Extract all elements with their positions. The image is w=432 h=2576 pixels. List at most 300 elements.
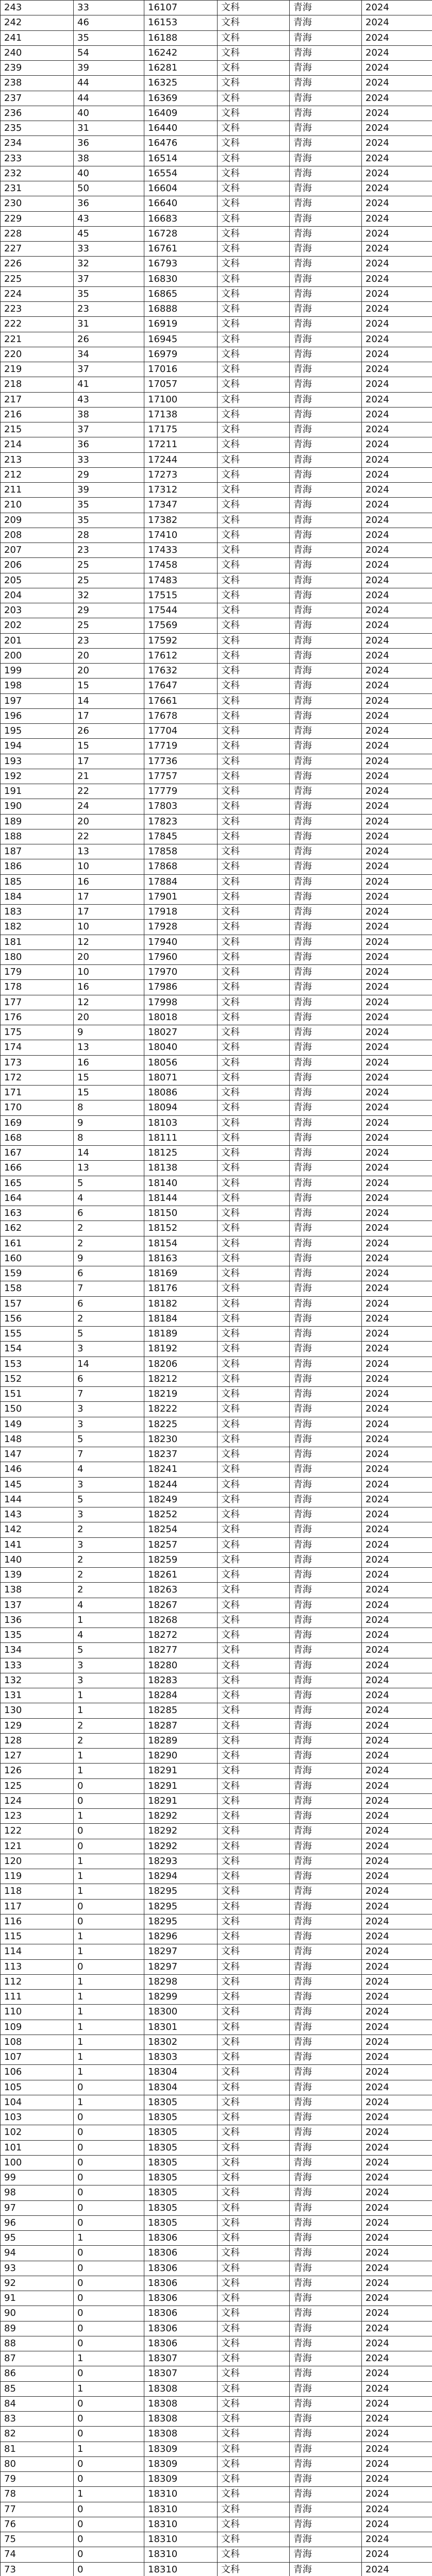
score-cell: 243 xyxy=(1,1,74,15)
subject-cell: 文科 xyxy=(218,1221,290,1236)
table-row xyxy=(1,2231,432,2246)
table-row xyxy=(1,513,432,528)
cumulative-cell: 16153 xyxy=(144,15,218,30)
year-cell: 2024 xyxy=(362,166,432,181)
count-cell: 44 xyxy=(74,76,144,91)
count-cell: 37 xyxy=(74,422,144,437)
cumulative-cell: 17138 xyxy=(144,407,218,422)
year-cell: 2024 xyxy=(362,452,432,467)
subject-cell: 文科 xyxy=(218,1839,290,1854)
score-cell: 151 xyxy=(1,1387,74,1402)
region-cell: 青海 xyxy=(290,1161,362,1176)
count-cell: 0 xyxy=(74,1824,144,1839)
cumulative-cell: 18310 xyxy=(144,2547,218,2562)
subject-cell: 文科 xyxy=(218,242,290,257)
cumulative-cell: 17569 xyxy=(144,618,218,633)
score-cell: 101 xyxy=(1,2140,74,2155)
table-row xyxy=(1,1733,432,1748)
subject-cell: 文科 xyxy=(218,603,290,618)
year-cell: 2024 xyxy=(362,1733,432,1748)
cumulative-cell: 18225 xyxy=(144,1417,218,1432)
subject-cell: 文科 xyxy=(218,2336,290,2351)
count-cell: 43 xyxy=(74,211,144,226)
table-row xyxy=(1,1221,432,1236)
region-cell: 青海 xyxy=(290,1492,362,1507)
count-cell: 0 xyxy=(74,1959,144,1974)
region-cell: 青海 xyxy=(290,1688,362,1703)
score-cell: 194 xyxy=(1,739,74,754)
cumulative-cell: 18285 xyxy=(144,1703,218,1718)
score-cell: 214 xyxy=(1,437,74,452)
year-cell: 2024 xyxy=(362,1839,432,1854)
region-cell: 青海 xyxy=(290,1025,362,1040)
subject-cell: 文科 xyxy=(218,513,290,528)
region-cell: 青海 xyxy=(290,483,362,498)
year-cell: 2024 xyxy=(362,1025,432,1040)
region-cell: 青海 xyxy=(290,1899,362,1914)
count-cell: 9 xyxy=(74,1025,144,1040)
score-cell: 91 xyxy=(1,2291,74,2306)
cumulative-cell: 18287 xyxy=(144,1718,218,1733)
count-cell: 14 xyxy=(74,1146,144,1161)
year-cell: 2024 xyxy=(362,1040,432,1055)
score-cell: 216 xyxy=(1,407,74,422)
year-cell: 2024 xyxy=(362,859,432,874)
region-cell: 青海 xyxy=(290,724,362,739)
count-cell: 16 xyxy=(74,980,144,995)
count-cell: 1 xyxy=(74,1974,144,1989)
count-cell: 23 xyxy=(74,633,144,648)
count-cell: 1 xyxy=(74,2442,144,2456)
subject-cell: 文科 xyxy=(218,2261,290,2276)
subject-cell: 文科 xyxy=(218,196,290,211)
cumulative-cell: 18301 xyxy=(144,2020,218,2035)
region-cell: 青海 xyxy=(290,2532,362,2547)
subject-cell: 文科 xyxy=(218,2125,290,2140)
subject-cell: 文科 xyxy=(218,2171,290,2185)
count-cell: 0 xyxy=(74,2412,144,2427)
count-cell: 5 xyxy=(74,1492,144,1507)
score-cell: 85 xyxy=(1,2381,74,2396)
subject-cell: 文科 xyxy=(218,1477,290,1492)
year-cell: 2024 xyxy=(362,693,432,708)
count-cell: 0 xyxy=(74,2246,144,2261)
count-cell: 0 xyxy=(74,2200,144,2215)
cumulative-cell: 18291 xyxy=(144,1793,218,1808)
cumulative-cell: 18309 xyxy=(144,2442,218,2456)
region-cell: 青海 xyxy=(290,2005,362,2020)
region-cell: 青海 xyxy=(290,1462,362,1477)
cumulative-cell: 17647 xyxy=(144,679,218,693)
count-cell: 1 xyxy=(74,1869,144,1884)
subject-cell: 文科 xyxy=(218,1040,290,1055)
score-cell: 116 xyxy=(1,1914,74,1929)
table-row xyxy=(1,1959,432,1974)
count-cell: 13 xyxy=(74,844,144,859)
table-row xyxy=(1,257,432,272)
cumulative-cell: 17928 xyxy=(144,920,218,935)
cumulative-cell: 17661 xyxy=(144,693,218,708)
region-cell: 青海 xyxy=(290,15,362,30)
count-cell: 26 xyxy=(74,724,144,739)
year-cell: 2024 xyxy=(362,1537,432,1552)
subject-cell: 文科 xyxy=(218,1568,290,1583)
table-row xyxy=(1,1673,432,1688)
region-cell: 青海 xyxy=(290,2095,362,2110)
subject-cell: 文科 xyxy=(218,1417,290,1432)
cumulative-cell: 18169 xyxy=(144,1266,218,1281)
subject-cell: 文科 xyxy=(218,1327,290,1342)
count-cell: 1 xyxy=(74,1944,144,1959)
table-row xyxy=(1,558,432,573)
year-cell: 2024 xyxy=(362,2472,432,2487)
table-row xyxy=(1,1990,432,2005)
count-cell: 3 xyxy=(74,1342,144,1357)
count-cell: 7 xyxy=(74,1387,144,1402)
year-cell: 2024 xyxy=(362,61,432,76)
region-cell: 青海 xyxy=(290,1371,362,1386)
score-cell: 192 xyxy=(1,769,74,784)
table-row xyxy=(1,2140,432,2155)
cumulative-cell: 18297 xyxy=(144,1959,218,1974)
year-cell: 2024 xyxy=(362,332,432,347)
score-cell: 228 xyxy=(1,226,74,241)
table-row xyxy=(1,1899,432,1914)
cumulative-cell: 17612 xyxy=(144,648,218,663)
count-cell: 0 xyxy=(74,2562,144,2576)
cumulative-cell: 17544 xyxy=(144,603,218,618)
region-cell: 青海 xyxy=(290,196,362,211)
score-cell: 222 xyxy=(1,317,74,332)
score-cell: 137 xyxy=(1,1598,74,1613)
cumulative-cell: 18230 xyxy=(144,1432,218,1447)
region-cell: 青海 xyxy=(290,1628,362,1643)
table-row xyxy=(1,980,432,995)
year-cell: 2024 xyxy=(362,905,432,920)
score-cell: 115 xyxy=(1,1929,74,1944)
year-cell: 2024 xyxy=(362,1327,432,1342)
region-cell: 青海 xyxy=(290,2547,362,2562)
count-cell: 1 xyxy=(74,2050,144,2065)
table-row xyxy=(1,1025,432,1040)
count-cell: 29 xyxy=(74,467,144,482)
subject-cell: 文科 xyxy=(218,467,290,482)
table-row xyxy=(1,1130,432,1145)
table-row xyxy=(1,362,432,377)
cumulative-cell: 18268 xyxy=(144,1613,218,1628)
table-row xyxy=(1,1402,432,1417)
year-cell: 2024 xyxy=(362,1070,432,1085)
cumulative-cell: 18305 xyxy=(144,2110,218,2125)
table-row xyxy=(1,2215,432,2230)
year-cell: 2024 xyxy=(362,1507,432,1522)
region-cell: 青海 xyxy=(290,920,362,935)
table-row xyxy=(1,2080,432,2095)
cumulative-cell: 18257 xyxy=(144,1537,218,1552)
year-cell: 2024 xyxy=(362,2291,432,2306)
table-row xyxy=(1,1447,432,1462)
year-cell: 2024 xyxy=(362,1342,432,1357)
subject-cell: 文科 xyxy=(218,2456,290,2471)
count-cell: 13 xyxy=(74,1040,144,1055)
year-cell: 2024 xyxy=(362,1552,432,1567)
cumulative-cell: 18306 xyxy=(144,2291,218,2306)
count-cell: 1 xyxy=(74,2231,144,2246)
count-cell: 2 xyxy=(74,1236,144,1251)
table-row xyxy=(1,2020,432,2035)
region-cell: 青海 xyxy=(290,452,362,467)
table-row xyxy=(1,166,432,181)
score-cell: 78 xyxy=(1,2487,74,2502)
cumulative-cell: 18299 xyxy=(144,1990,218,2005)
subject-cell: 文科 xyxy=(218,1628,290,1643)
cumulative-cell: 18284 xyxy=(144,1688,218,1703)
cumulative-cell: 18056 xyxy=(144,1055,218,1070)
table-row xyxy=(1,1869,432,1884)
region-cell: 青海 xyxy=(290,708,362,723)
count-cell: 0 xyxy=(74,2366,144,2381)
subject-cell: 文科 xyxy=(218,362,290,377)
table-row xyxy=(1,1824,432,1839)
subject-cell: 文科 xyxy=(218,2095,290,2110)
score-cell: 124 xyxy=(1,1793,74,1808)
table-row xyxy=(1,483,432,498)
score-cell: 208 xyxy=(1,528,74,543)
score-cell: 156 xyxy=(1,1311,74,1326)
region-cell: 青海 xyxy=(290,2351,362,2366)
subject-cell: 文科 xyxy=(218,1492,290,1507)
year-cell: 2024 xyxy=(362,362,432,377)
subject-cell: 文科 xyxy=(218,618,290,633)
region-cell: 青海 xyxy=(290,136,362,151)
count-cell: 1 xyxy=(74,2020,144,2035)
count-cell: 34 xyxy=(74,347,144,362)
subject-cell: 文科 xyxy=(218,2140,290,2155)
region-cell: 青海 xyxy=(290,1703,362,1718)
count-cell: 20 xyxy=(74,950,144,964)
year-cell: 2024 xyxy=(362,2456,432,2471)
table-row xyxy=(1,286,432,301)
cumulative-cell: 18304 xyxy=(144,2065,218,2080)
subject-cell: 文科 xyxy=(218,693,290,708)
cumulative-cell: 18267 xyxy=(144,1598,218,1613)
score-cell: 207 xyxy=(1,543,74,558)
cumulative-cell: 17884 xyxy=(144,874,218,889)
cumulative-cell: 16761 xyxy=(144,242,218,257)
count-cell: 1 xyxy=(74,1854,144,1869)
count-cell: 2 xyxy=(74,1552,144,1567)
subject-cell: 文科 xyxy=(218,543,290,558)
count-cell: 1 xyxy=(74,2351,144,2366)
year-cell: 2024 xyxy=(362,603,432,618)
score-cell: 209 xyxy=(1,513,74,528)
region-cell: 青海 xyxy=(290,618,362,633)
table-row xyxy=(1,317,432,332)
score-cell: 97 xyxy=(1,2200,74,2215)
count-cell: 33 xyxy=(74,242,144,257)
subject-cell: 文科 xyxy=(218,814,290,829)
score-cell: 202 xyxy=(1,618,74,633)
region-cell: 青海 xyxy=(290,1658,362,1673)
year-cell: 2024 xyxy=(362,528,432,543)
subject-cell: 文科 xyxy=(218,1115,290,1130)
cumulative-cell: 18305 xyxy=(144,2200,218,2215)
region-cell: 青海 xyxy=(290,332,362,347)
table-row xyxy=(1,693,432,708)
cumulative-cell: 16369 xyxy=(144,91,218,106)
subject-cell: 文科 xyxy=(218,2442,290,2456)
count-cell: 0 xyxy=(74,1839,144,1854)
table-row xyxy=(1,2502,432,2517)
subject-cell: 文科 xyxy=(218,2472,290,2487)
count-cell: 39 xyxy=(74,61,144,76)
count-cell: 15 xyxy=(74,1070,144,1085)
cumulative-cell: 18237 xyxy=(144,1447,218,1462)
year-cell: 2024 xyxy=(362,1281,432,1296)
year-cell: 2024 xyxy=(362,1673,432,1688)
score-cell: 196 xyxy=(1,708,74,723)
subject-cell: 文科 xyxy=(218,829,290,844)
count-cell: 45 xyxy=(74,226,144,241)
table-row xyxy=(1,1010,432,1025)
score-cell: 200 xyxy=(1,648,74,663)
year-cell: 2024 xyxy=(362,874,432,889)
count-cell: 0 xyxy=(74,2125,144,2140)
table-row xyxy=(1,1387,432,1402)
year-cell: 2024 xyxy=(362,558,432,573)
subject-cell: 文科 xyxy=(218,950,290,964)
count-cell: 16 xyxy=(74,1055,144,1070)
year-cell: 2024 xyxy=(362,2532,432,2547)
score-cell: 138 xyxy=(1,1583,74,1598)
count-cell: 1 xyxy=(74,2381,144,2396)
year-cell: 2024 xyxy=(362,814,432,829)
region-cell: 青海 xyxy=(290,2442,362,2456)
year-cell: 2024 xyxy=(362,1296,432,1311)
region-cell: 青海 xyxy=(290,2020,362,2035)
subject-cell: 文科 xyxy=(218,151,290,166)
subject-cell: 文科 xyxy=(218,1673,290,1688)
table-row xyxy=(1,2547,432,2562)
score-cell: 125 xyxy=(1,1778,74,1793)
year-cell: 2024 xyxy=(362,1387,432,1402)
table-row xyxy=(1,1613,432,1628)
table-row xyxy=(1,1583,432,1598)
cumulative-cell: 18290 xyxy=(144,1749,218,1764)
cumulative-cell: 18138 xyxy=(144,1161,218,1176)
score-cell: 77 xyxy=(1,2502,74,2517)
count-cell: 0 xyxy=(74,2502,144,2517)
region-cell: 青海 xyxy=(290,664,362,679)
score-cell: 107 xyxy=(1,2050,74,2065)
table-row xyxy=(1,196,432,211)
region-cell: 青海 xyxy=(290,1974,362,1989)
table-row xyxy=(1,754,432,769)
year-cell: 2024 xyxy=(362,1161,432,1176)
subject-cell: 文科 xyxy=(218,905,290,920)
score-cell: 213 xyxy=(1,452,74,467)
region-cell: 青海 xyxy=(290,1086,362,1100)
table-row xyxy=(1,1206,432,1221)
cumulative-cell: 18295 xyxy=(144,1884,218,1899)
cumulative-cell: 18309 xyxy=(144,2472,218,2487)
table-row xyxy=(1,2562,432,2576)
region-cell: 青海 xyxy=(290,1598,362,1613)
cumulative-cell: 17970 xyxy=(144,965,218,980)
region-cell: 青海 xyxy=(290,1643,362,1658)
year-cell: 2024 xyxy=(362,1447,432,1462)
score-cell: 90 xyxy=(1,2306,74,2321)
cumulative-cell: 18254 xyxy=(144,1522,218,1537)
region-cell: 青海 xyxy=(290,377,362,392)
count-cell: 3 xyxy=(74,1402,144,1417)
region-cell: 青海 xyxy=(290,1221,362,1236)
score-cell: 233 xyxy=(1,151,74,166)
year-cell: 2024 xyxy=(362,2005,432,2020)
subject-cell: 文科 xyxy=(218,2005,290,2020)
table-row xyxy=(1,1477,432,1492)
score-cell: 189 xyxy=(1,814,74,829)
region-cell: 青海 xyxy=(290,1146,362,1161)
score-cell: 80 xyxy=(1,2456,74,2471)
score-cell: 122 xyxy=(1,1824,74,1839)
year-cell: 2024 xyxy=(362,844,432,859)
cumulative-cell: 18071 xyxy=(144,1070,218,1085)
table-row xyxy=(1,1884,432,1899)
cumulative-cell: 17998 xyxy=(144,995,218,1010)
score-cell: 178 xyxy=(1,980,74,995)
count-cell: 17 xyxy=(74,708,144,723)
count-cell: 38 xyxy=(74,151,144,166)
count-cell: 43 xyxy=(74,392,144,407)
table-row xyxy=(1,995,432,1010)
score-cell: 177 xyxy=(1,995,74,1010)
subject-cell: 文科 xyxy=(218,2020,290,2035)
year-cell: 2024 xyxy=(362,1,432,15)
count-cell: 0 xyxy=(74,2080,144,2095)
region-cell: 青海 xyxy=(290,2140,362,2155)
cumulative-cell: 18294 xyxy=(144,1869,218,1884)
subject-cell: 文科 xyxy=(218,1643,290,1658)
year-cell: 2024 xyxy=(362,181,432,196)
year-cell: 2024 xyxy=(362,2427,432,2442)
table-row xyxy=(1,1793,432,1808)
table-row xyxy=(1,45,432,60)
count-cell: 23 xyxy=(74,302,144,317)
count-cell: 38 xyxy=(74,407,144,422)
score-cell: 83 xyxy=(1,2412,74,2427)
region-cell: 青海 xyxy=(290,30,362,45)
year-cell: 2024 xyxy=(362,1778,432,1793)
score-cell: 86 xyxy=(1,2366,74,2381)
table-row xyxy=(1,2442,432,2456)
cumulative-cell: 18305 xyxy=(144,2140,218,2155)
subject-cell: 文科 xyxy=(218,1371,290,1386)
count-cell: 1 xyxy=(74,2095,144,2110)
table-row xyxy=(1,2155,432,2170)
subject-cell: 文科 xyxy=(218,2185,290,2200)
year-cell: 2024 xyxy=(362,2517,432,2532)
subject-cell: 文科 xyxy=(218,1899,290,1914)
score-cell: 123 xyxy=(1,1809,74,1824)
region-cell: 青海 xyxy=(290,242,362,257)
subject-cell: 文科 xyxy=(218,844,290,859)
year-cell: 2024 xyxy=(362,1371,432,1386)
score-cell: 95 xyxy=(1,2231,74,2246)
region-cell: 青海 xyxy=(290,950,362,964)
year-cell: 2024 xyxy=(362,91,432,106)
region-cell: 青海 xyxy=(290,679,362,693)
